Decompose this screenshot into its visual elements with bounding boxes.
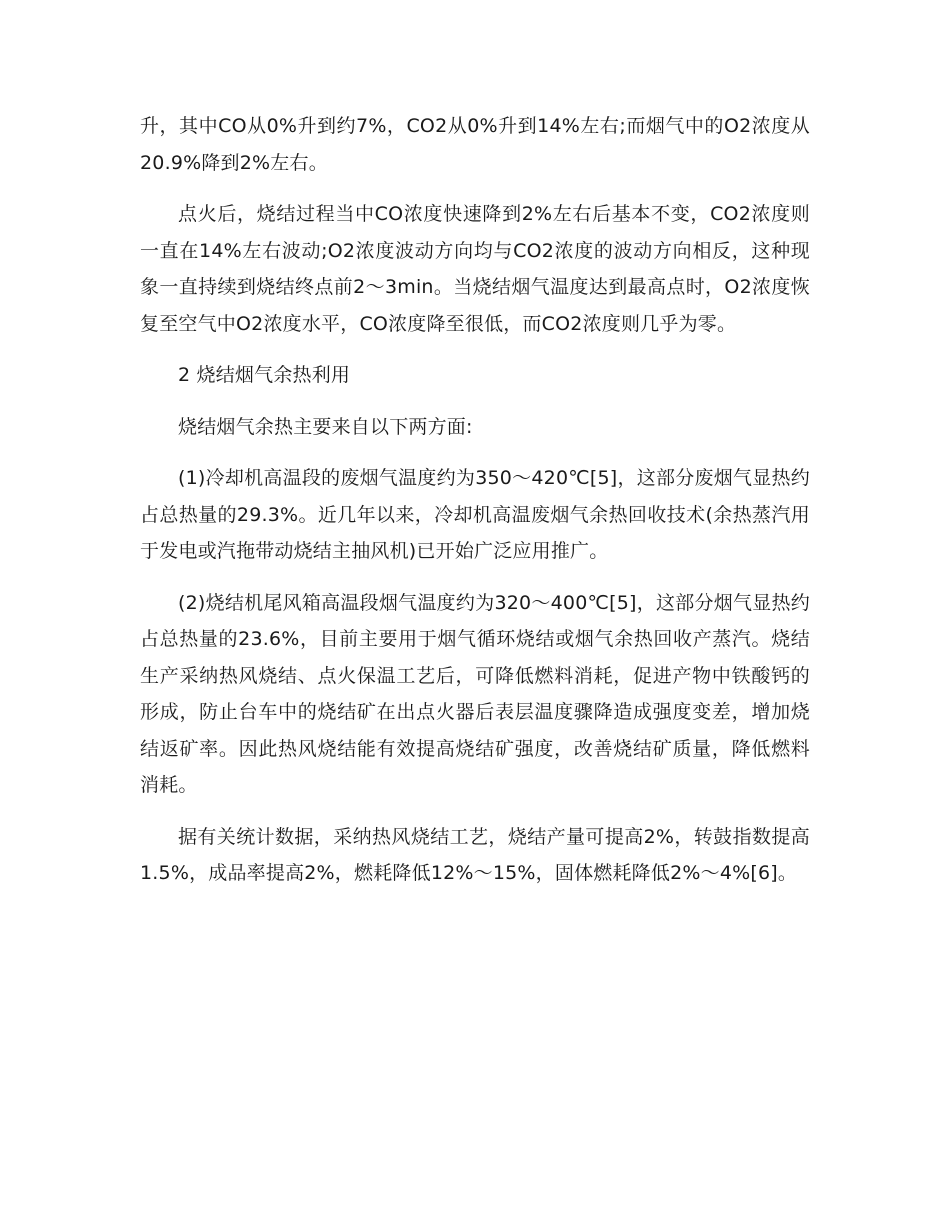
document-body [140, 108, 810, 907]
paragraph-statistics: 据有关统计数据，采纳热风烧结工艺，烧结产量可提高2%，转鼓指数提高1.5%，成品率提高2%，燃耗降低12%～15%，固体燃耗降低2%～4%[6]。 [140, 825, 810, 884]
paragraph-co-rise: 升，其中CO从0%升到约7%，CO2从0%升到14%左右;而烟气中的O2浓度从20.9%降到2%左右。 [140, 115, 810, 174]
paragraph-cooler-heat: (1)冷却机高温段的废烟气温度约为350～420℃[5]，这部分废烟气显热约占总热量的29.3%。近几年以来，冷却机高温废烟气余热回收技术(余热蒸汽用于发电或汽拖带动烧结主抽风机)已开始广泛应用推广。 [140, 467, 810, 562]
paragraph-after-ignition: 点火后，烧结过程当中CO浓度快速降到2%左右后基本不变，CO2浓度则一直在14%左右波动;O2浓度波动方向均与CO2浓度的波动方向相反，这种现象一直持续到烧结终点前2～3min。当烧结烟气温度达到最高点时，O2浓度恢复至空气中O2浓度水平，CO浓度降至很低，而CO2浓度则几乎为零。 [140, 203, 810, 335]
paragraph-windbox-heat: (2)烧结机尾风箱高温段烟气温度约为320～400℃[5]，这部分烟气显热约占总热量的23.6%，目前主要用于烟气循环烧结或烟气余热回收产蒸汽。烧结生产采纳热风烧结、点火保温工艺后，可降低燃料消耗，促进产物中铁酸钙的形成，防止台车中的烧结矿在出点火器后表层温度骤降造成强度变差，增加烧结返矿率。因此热风烧结能有效提高烧结矿强度，改善烧结矿质量，降低燃料消耗。 [140, 591, 810, 796]
section-heading-waste-heat: 2 烧结烟气余热利用 [178, 364, 351, 386]
paragraph-heat-sources: 烧结烟气余热主要来自以下两方面: [178, 415, 473, 438]
